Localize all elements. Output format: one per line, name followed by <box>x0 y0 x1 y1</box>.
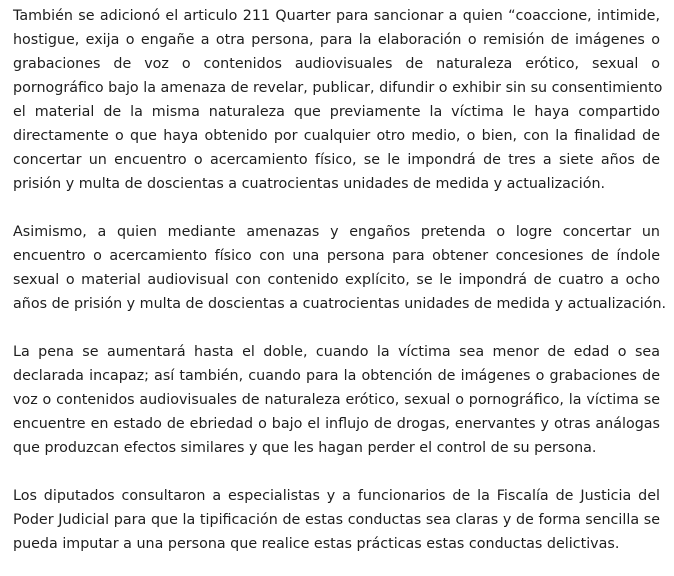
text-line: declarada incapaz; así también, cuando para la obtención de imágenes o grabaciones de <box>13 368 660 384</box>
text-line: Los diputados consultaron a especialistas y a funcionarios de la Fiscalía de Justicia del <box>13 488 660 504</box>
text-line: hostigue, exija o engañe a otra persona, para la elaboración o remisión de imágenes o <box>13 32 660 48</box>
text-line: prisión y multa de doscientas a cuatrocientas unidades de medida y actualización. <box>13 176 606 192</box>
text-line: sexual o material audiovisual con contenido explícito, se le impondrá de cuatro a ocho <box>13 272 660 288</box>
text-line: encuentro o acercamiento físico con una persona para obtener concesiones de índole <box>13 248 660 264</box>
text-line: concertar un encuentro o acercamiento físico, se le impondrá de tres a siete años de <box>13 152 660 168</box>
text-line: Asimismo, a quien mediante amenazas y engaños pretenda o logre concertar un <box>13 224 660 240</box>
text-line: La pena se aumentará hasta el doble, cuando la víctima sea menor de edad o sea <box>13 344 660 360</box>
text-line: años de prisión y multa de doscientas a cuatrocientas unidades de medida y actualización. <box>13 296 667 312</box>
text-line: También se adicionó el articulo 211 Quarter para sancionar a quien “coaccione, intimide, <box>13 8 660 24</box>
paragraph-threats-deception <box>13 220 667 316</box>
paragraph-consultation <box>13 484 660 556</box>
text-line: Poder Judicial para que la tipificación de estas conductas sea claras y de forma sencilla se <box>13 512 660 528</box>
text-line: pueda imputar a una persona que realice estas prácticas estas conductas delictivas. <box>13 536 620 552</box>
text-line: grabaciones de voz o contenidos audiovisuales de naturaleza erótico, sexual o <box>13 56 660 72</box>
text-line: voz o contenidos audiovisuales de naturaleza erótico, sexual o pornográfico, la víctima se <box>13 392 660 408</box>
paragraph-article-211 <box>13 4 663 196</box>
paragraph-aggravated-penalty <box>13 340 660 460</box>
text-line: directamente o que haya obtenido por cualquier otro medio, o bien, con la finalidad de <box>13 128 660 144</box>
text-line: pornográfico bajo la amenaza de revelar, publicar, difundir o exhibir sin su consentimiento <box>13 80 663 96</box>
text-line: el material de la misma naturaleza que previamente la víctima le haya compartido <box>13 104 660 120</box>
text-line: encuentre en estado de ebriedad o bajo el influjo de drogas, enervantes y otras análogas <box>13 416 660 432</box>
text-line: que produzcan efectos similares y que les hagan perder el control de su persona. <box>13 440 597 456</box>
